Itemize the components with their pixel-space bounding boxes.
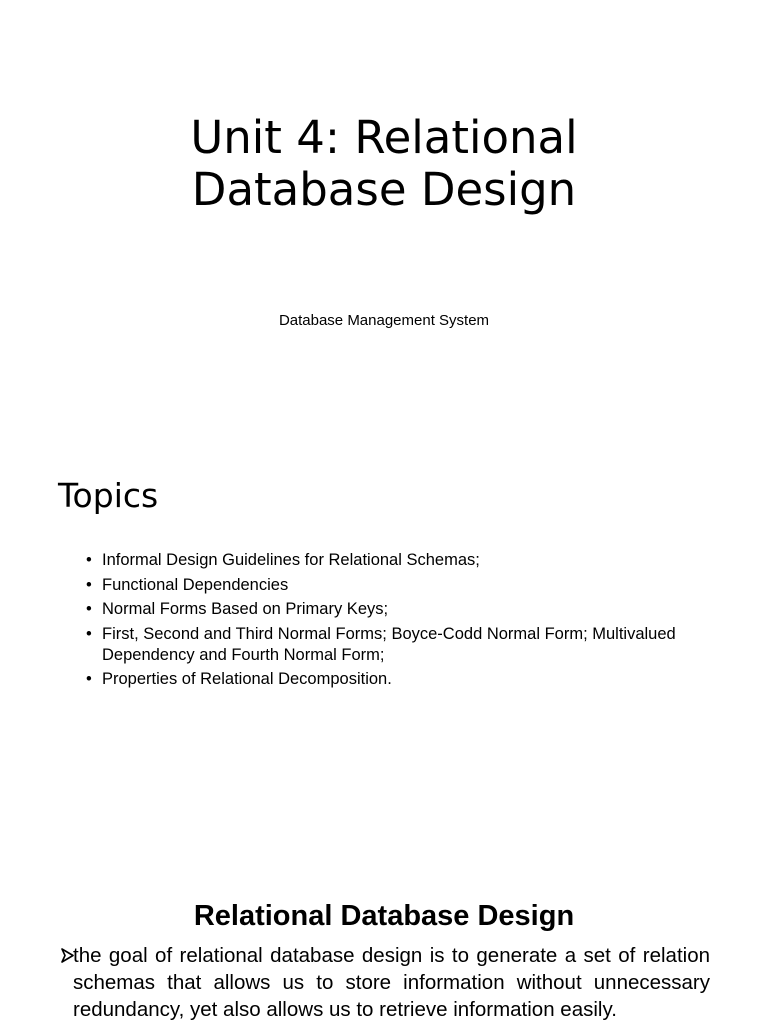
slide-title xyxy=(0,112,768,216)
title-line-1: Unit 4: Relational xyxy=(190,111,578,164)
relational-design-slide xyxy=(0,860,768,1024)
list-item: • Normal Forms Based on Primary Keys; xyxy=(86,599,716,620)
list-item: • First, Second and Third Normal Forms; Boyce-Codd Normal Form; Multivalued Dependency and Fourth Normal Form; xyxy=(86,624,716,666)
arrowhead-bullet-icon xyxy=(60,942,74,969)
list-item: • Informal Design Guidelines for Relational Schemas; xyxy=(86,550,716,571)
slide-subtitle: Database Management System xyxy=(278,312,490,329)
topics-slide xyxy=(0,440,768,860)
section-heading: Relational Database Design xyxy=(193,900,575,932)
list-item: • Properties of Relational Decomposition. xyxy=(86,669,716,690)
list-item: • Functional Dependencies xyxy=(86,575,716,596)
title-slide xyxy=(0,0,768,440)
title-line-2: Database Design xyxy=(191,163,577,216)
topics-heading: Topics xyxy=(58,476,159,515)
body-paragraph xyxy=(60,942,710,1023)
body-text: the goal of relational database design is to generate a set of relation schemas that allows us to store information without unnecessary redundancy, yet also allows us to retrieve information easily. xyxy=(73,944,710,1021)
topics-list xyxy=(86,550,716,694)
